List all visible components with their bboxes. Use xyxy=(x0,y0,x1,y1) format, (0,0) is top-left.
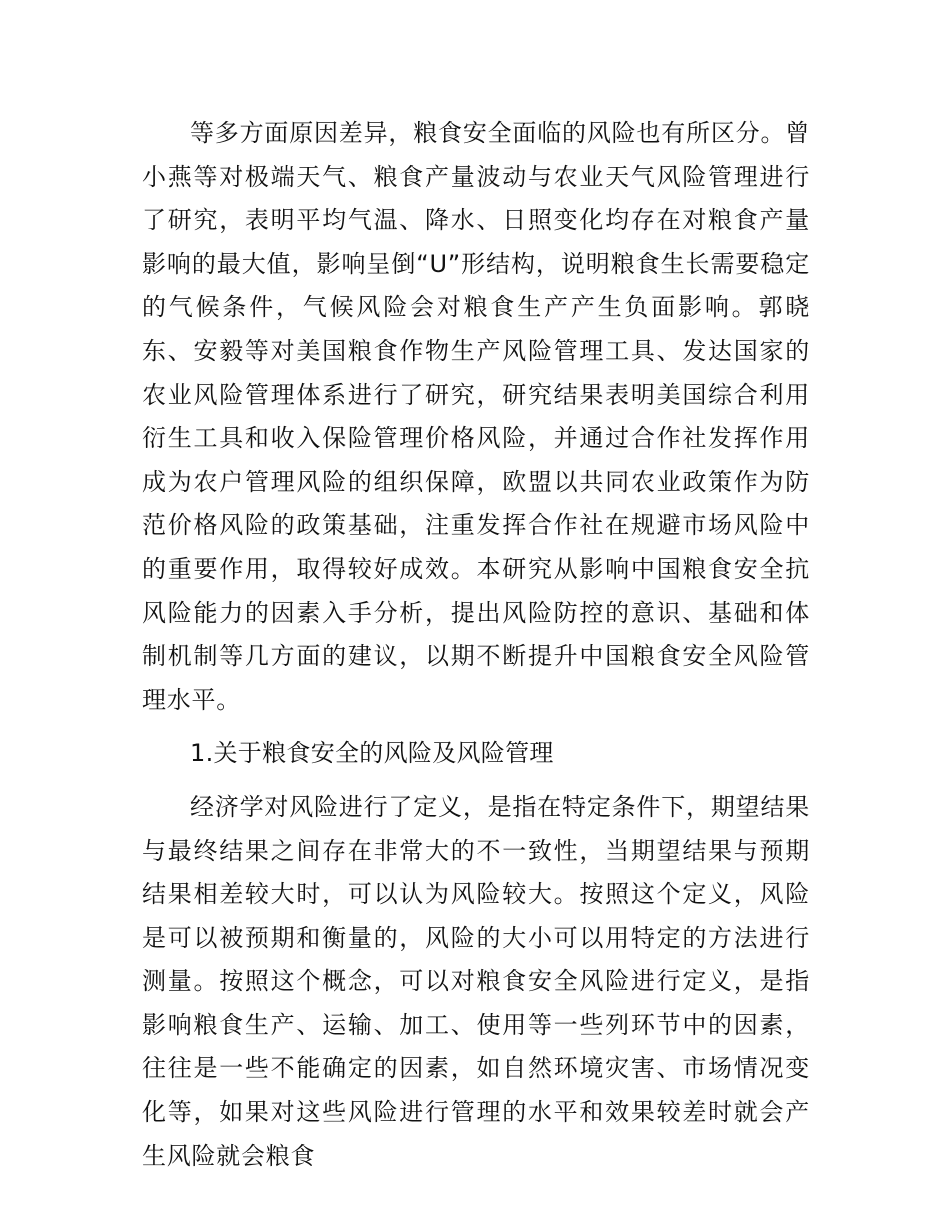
body-paragraph: 等多方面原因差异，粮食安全面临的风险也有所区分。曾小燕等对极端天气、粮食产量波动与农业天气风险管理进行了研究，表明平均气温、降水、日照变化均存在对粮食产量影响的最大值，影响呈倒“U”形结构，说明粮食生长需要稳定的气候条件，气候风险会对粮食生产产生负面影响。郭晓东、安毅等对美国粮食作物生产风险管理工具、发达国家的农业风险管理体系进行了研究，研究结果表明美国综合利用衍生工具和收入保险管理价格风险，并通过合作社发挥作用成为农户管理风险的组织保障，欧盟以共同农业政策作为防范价格风险的政策基础，注重发挥合作社在规避市场风险中的重要作用，取得较好成效。本研究从影响中国粮食安全抗风险能力的因素入手分析，提出风险防控的意识、基础和体制机制等几方面的建议，以期不断提升中国粮食安全风险管理水平。 xyxy=(142,119,810,714)
section-heading: 1.关于粮食安全的风险及风险管理 xyxy=(190,739,554,768)
body-paragraph: 经济学对风险进行了定义，是指在特定条件下，期望结果与最终结果之间存在非常大的不一致性，当期望结果与预期结果相差较大时，可以认为风险较大。按照这个定义，风险是可以被预期和衡量的，风险的大小可以用特定的方法进行测量。按照这个概念，可以对粮食安全风险进行定义，是指影响粮食生产、运输、加工、使用等一些列环节中的因素，往往是一些不能确定的因素，如自然环境灾害、市场情况变化等，如果对这些风险进行管理的水平和效果较差时就会产生风险就会粮食 xyxy=(142,792,810,1170)
document-page xyxy=(142,112,810,1178)
